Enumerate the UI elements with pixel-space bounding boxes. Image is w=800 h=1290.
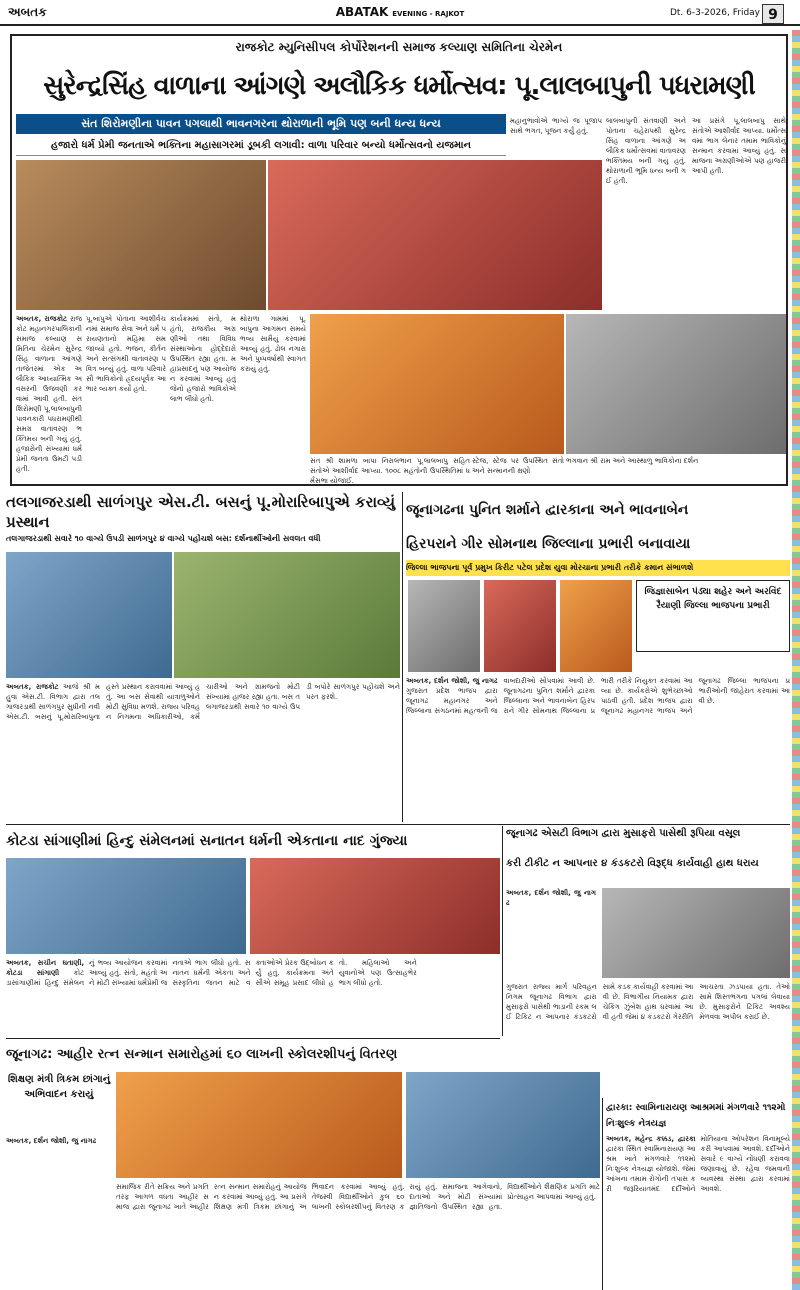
- masthead-center: [300, 5, 500, 21]
- story-bus-dateline: અબતક, રાજકોટ: [6, 683, 59, 691]
- story-bjp-headline-2: હિરપરાને ગીર સોમનાથ જિલ્લાના પ્રભારી બનાવાયા: [406, 536, 691, 552]
- story-st-intro: [506, 888, 596, 988]
- story-eye-body-box: [606, 1134, 790, 1290]
- story-bus-photo-crowd: [174, 552, 400, 678]
- lead-body-3: કાર્યક્રમમાં સંતો, મહંતો, રાજકીય અગ્રણીઓ તથા વિવિધ સંસ્થાઓના હોદ્દેદારો ઉપસ્થિત રહ્યા હતા. મહાપ્રસાદનું પણ આયોજન કરવામાં આવ્યું હતું જેનો હજારો ભાવિકોએ લાભ લીધો હતો.: [170, 315, 236, 403]
- story-eye-body: દ્વારકા સ્થિત સ્વામિનારાયણ આશ્રમ ખાતે મંગળવારે ૧૧૨મો નિઃશુલ્ક નેત્રયજ્ઞ યોજાશે. જેમાં આંખના તમામ રોગોની તપાસ કરી જરૂરિયાતમંદ દર્દીઓને મોતિયાના ઓપરેશન વિનામૂલ્યે કરી આપવામાં આવશે. દર્દીઓને સવારે ૯ વાગ્યે નોંધણી કરાવવા જણાવાયું છે. રહેવા જમવાની વ્યવસ્થા સંસ્થા દ્વારા કરવામાં આવશે.: [606, 1135, 790, 1193]
- lead-caption-1: સ્ટેજ, સ્ટેજ પર ઉપસ્થિત સંતો અને સન્માનની ક્ષણો: [472, 457, 564, 475]
- lead-photo-procession: [16, 160, 266, 310]
- lead-deck-2: હજારો ધર્મ પ્રેમી જનતાએ ભક્તિના મહાસાગરમાં ડૂબકી લગાવી: વાળા પરિવાર બન્યો ધર્મોત્સવનો યજમાન: [16, 136, 506, 156]
- story-sammelan-body: કોટડાસાંગાણીમાં હિન્દુ સંમેલનનું ભવ્ય આયોજન કરવામાં આવ્યું હતું. સંતો, મહંતો અને મોટી સંખ્યામાં ધર્મપ્રેમી જનતાએ ભાગ લીધો હતો. સનાતન ધર્મની એકતા અને સંસ્કૃતિના જતન માટે વક્તાઓએ પ્રેરક ઉદ્બોધન કર્યું હતું. કાર્યક્રમના અંતે સૌએ સમૂહ પ્રસાદ લીધો હતો. મહિલાઓ અને યુવાનોએ પણ ઉત્સાહભેર ભાગ લીધો હતો.: [6, 959, 417, 987]
- lead-body-col-1: [16, 314, 82, 484]
- story-bjp: [406, 492, 790, 822]
- masthead-date: Dt. 6-3-2026, Friday: [669, 8, 760, 18]
- story-bus-body-box: [6, 682, 400, 822]
- lead-photo-felicitation: [310, 314, 564, 454]
- divider-vertical-3: [602, 1098, 603, 1290]
- lead-deck-1: સંત શિરોમણીના પાવન પગલાથી ભાવનગરના થોરાળાની ભૂમિ પણ બની ધન્ય ધન્ય: [16, 114, 506, 134]
- story-bus: [6, 492, 400, 822]
- masthead-subtitle: EVENING - RAJKOT: [392, 10, 465, 18]
- story-st-headline-1: જૂનાગઢ એસટી વિભાગ દ્વારા મુસાફરો પાસેથી રૂપિયા વસૂલ: [506, 828, 741, 839]
- divider-horizontal-1: [6, 824, 790, 825]
- story-bjp-portrait-2: [484, 580, 556, 672]
- story-ahir-scholarship: [6, 1040, 600, 1290]
- story-st-dateline: અબતક, દર્શન જોશી, જુ નાગઢ: [506, 889, 596, 907]
- lead-photo-devotees: [566, 314, 786, 454]
- story-st-photo-depot: [602, 888, 790, 978]
- story-bjp-dateline: અબતક, દર્શન જોશી, જુ નાગઢ: [406, 677, 498, 685]
- story-bjp-box: જિજ્ઞાસાબેન પંડ્યા શહેર અને અરવિંદ રૈયાણી જિલ્લા ભાજપના પ્રભારી: [636, 580, 790, 652]
- masthead-logo: અબતક: [8, 5, 47, 19]
- lead-right-column-1: લાલબાપુની સંતવાણી અને પોતાના ચહેરાપથી સુરેન્દ્રસિંહ વાળાના આંગણે અલૌકિક ધર્મોત્સવમાં વાતાવરણ ભક્તિમય બની ગયું હતું. થોરાળાની ભૂમિ ધન્ય બની ગઈ હતી.: [606, 117, 686, 185]
- story-sammelan-photo-2: [250, 858, 500, 954]
- divider-vertical-2: [502, 826, 503, 1036]
- lead-body-1: રાજકોટ મહાનગરપાલિકાની સમાજ કલ્યાણ સમિતિના ચેરમેન સુરેન્દ્રસિંહ વાળાના આંગણે તાજેતરમાં એક અલૌકિક આધ્યાત્મિક અવસરની ઉજવણી કરવામાં આવી હતી. સંત શિરોમણી પૂ.લાલબાપુની પાવનકારી પધરામણીથી સમગ્ર વાતાવરણ ભક્તિમય બની ગયું હતું. હજારોની સંખ્યામાં ધર્મપ્રેમી જનતા ઉમટી પડી હતી.: [16, 315, 82, 473]
- story-sammelan-photo-1: [6, 858, 246, 954]
- story-bus-headline: તલગાજરડાથી સાળંગપુર એસ.ટી. બસનું પૂ.મોરારિબાપુએ કરાવ્યું પ્રસ્થાન: [6, 493, 396, 531]
- story-sammelan-dateline: અબતક, સચીન ઘતાણી, કોટડા સાંગાણી: [6, 959, 85, 977]
- lead-caption-2: ભગવાન શ્રી રામ અને આસ્થાળુ ભાવિકોના દર્શન: [566, 457, 699, 465]
- story-st-body: ગુજરાત રાજ્ય માર્ગ પરિવહન નિગમ જૂનાગઢ વિભાગ દ્વારા મુસાફરો પાસેથી ભાડાની રકમ લઈ ટિકિટ ન આપનાર કંડકટરો સામે કડક કાર્યવાહી કરવામાં આવી છે. વિભાગીય નિયામક દ્વારા ચેકિંગ ઝુંબેશ હાથ ધરવામાં આવી હતી જેમાં ૪ કંડકટરો ગેરરીતિ આચરતા ઝડપાયા હતા. તેઓ સામે શિસ્તભંગના પગલાં લેવાયા છે. મુસાફરોને ટિકિટ અવશ્ય મેળવવા અપીલ કરાઈ છે.: [506, 983, 790, 1021]
- story-bjp-body: ગુજરાત પ્રદેશ ભાજપ દ્વારા જૂનાગઢ મહાનગર અને જિલ્લાના સંગઠનમાં મહત્વની જવાબદારીઓ સોંપવામાં આવી છે. જૂનાગઢના પુનિત શર્માને દ્વારકા જિલ્લાના અને ભાવનાબેન હિરપરાને ગીર સોમનાથ જિલ્લાના પ્રભારી તરીકે નિયુક્ત કરવામાં આવ્યા છે. કાર્યકરોએ શુભેચ્છાઓ પાઠવી હતી. પ્રદેશ ભાજપ દ્વારા જૂનાગઢ મહાનગર ભાજપ અને જૂનાગઢ જિલ્લા ભાજપના પ્રભારીઓની જાહેરાત કરવામાં આવી છે.: [406, 677, 790, 715]
- lead-headline: સુરેન્દ્રસિંહ વાળાના આંગણે અલૌકિક ધર્મોત્સવ: પૂ.લાલબાપુની પધરામણી: [43, 71, 755, 101]
- story-sammelan-headline: કોટડા સાંગાણીમાં હિન્દુ સંમેલનમાં સનાતન ધર્મની એકતાના નાદ ગુંજ્યા: [6, 833, 408, 849]
- story-bus-deck: તલગાજરડાથી સવારે ૧૦ વાગ્યે ઉપડી સાળંગપુર ૪ વાગ્યે પહોંચશે બસ: દર્શનાર્થીઓની સવલત વધી: [6, 534, 321, 543]
- page-number: 9: [762, 4, 784, 24]
- story-bjp-portrait-3: [560, 580, 632, 672]
- lead-photo-welcome: [268, 160, 602, 310]
- story-ahir-photo-audience: [406, 1072, 600, 1178]
- story-sammelan-body-box: [6, 958, 500, 1036]
- story-ahir-photo-stage: [116, 1072, 402, 1178]
- divider-horizontal-2: [6, 1038, 500, 1039]
- story-eye-headline: દ્વારકા: સ્વામિનારાયણ આશ્રમમાં મંગળવારે ૧૧૨મો નિઃશુલ્ક નેત્રયજ્ઞ: [606, 1103, 786, 1129]
- story-bus-body: આજે શ્રી મહુવા એસ.ટી. વિભાગ દ્વારા તલગાજરડાથી સાળંગપુર સુધીની નવી એસ.ટી. બસનું પૂ.મોરારિબાપુના હસ્તે પ્રસ્થાન કરાવવામાં આવ્યું હતું. આ બસ સેવાથી યાત્રાળુઓને મોટી સુવિધા મળશે. રાજ્ય પરિવહન નિગમના અધિકારીઓ, કર્મચારીઓ અને ગ્રામજનો મોટી સંખ્યામાં હાજર રહ્યા હતા. બસ તલગાજરડાથી સવારે ૧૦ વાગ્યે ઉપડી બપોરે સાળંગપુર પહોંચશે અને પરત ફરશે.: [6, 683, 400, 721]
- lead-right-column-2: આ પ્રસંગે પૂ.લાલબાપુ સાથે સંતોએ આશીર્વાદ આપ્યા. ધર્મોત્સવમાં ભાગ લેનાર તમામ ભાવિકોનું સન્માન કરવામાં આવ્યું હતું. સમાજના અગ્રણીઓએ પણ હાજરી આપી હતી.: [692, 117, 786, 175]
- story-eye-camp: [606, 1100, 790, 1290]
- divider-vertical-1: [402, 492, 403, 822]
- color-strip: [792, 30, 800, 1290]
- lead-kicker: રાજકોટ મ્યુનિસીપલ કોર્પોરેશનની સમાજ કલ્યાણ સમિતિના ચેરમેન: [235, 40, 563, 54]
- story-bjp-deck: જિલ્લા ભાજપના પૂર્વ પ્રમુખ કિરીટ પટેલ પ્રદેશ યુવા મોરચાના પ્રભારી તરીકે કમાન સંભાળશે: [406, 560, 790, 576]
- story-ahir-intro: [6, 1136, 112, 1290]
- masthead: [0, 0, 800, 26]
- masthead-title: ABATAK: [335, 5, 389, 19]
- lead-body-5: સંત શ્રી શામળા બાપા નિરાલંભાન પૂ.લાલબાપુ સહિત સંતોએ આશીર્વાદ આપ્યા. ૧૦૦૮ મહંતોની ઉપસ્થિતિમાં ધર્મસભા યોજાઈ.: [310, 457, 470, 484]
- story-eye-dateline: અબતક, મહેન્દ્ર કક્કડ, દ્વારકા: [606, 1135, 696, 1143]
- story-hindu-sammelan: [6, 826, 500, 1036]
- lead-story: [10, 34, 788, 486]
- lead-dateline: અબતક, રાજકોટ: [16, 315, 68, 323]
- lead-body-2: પૂ.બાપુએ પોતાના આશીર્વચનમાં સમાજ સેવા અને ધર્મ પરાયણતાનો મહિમા સમજાવ્યો હતો. ભજન, કીર્તન અને સત્સંગથી વાતાવરણ પવિત્ર બન્યું હતું. વાળા પરિવારે સૌ ભાવિકોનો હ્રદયપૂર્વક આભાર વ્યક્ત કર્યો હતો.: [86, 315, 166, 393]
- lead-mid-column: મહાનુભાવોએ ભાગ્યે જ પૂજાપ સાથે ભગત, પૂજન કર્યું હતું.: [510, 117, 602, 135]
- story-ahir-body: સમાજિક રીતે સક્રિય અને પ્રગતિ તરફ આગળ વધતા આહીર સમાજ દ્વારા જૂનાગઢ ખાતે આહીર રત્ન સન્માન સમારોહનું આયોજન કરવામાં આવ્યું હતું. આ પ્રસંગે શિક્ષણ મંત્રી ત્રિકમ છાંગાનું અભિવાદન કરવામાં આવ્યું હતું. તેજસ્વી વિદ્યાર્થીઓને કુલ ૬૦ લાખની સ્કોલરશીપનું વિતરણ કરાયું હતું. સમાજના આગેવાનો, દાતાઓ અને મોટી સંખ્યામાં જ્ઞાતિજનો ઉપસ્થિત રહ્યા હતા. વિદ્યાર્થીઓને શૈક્ષણિક પ્રગતિ માટે પ્રોત્સાહન આપવામાં આવ્યું હતું.: [116, 1183, 600, 1211]
- story-bus-photo-baapu: [6, 552, 172, 678]
- story-st-headline-2: કરી ટીકીટ ન આપનાર ૪ કંડકટરો વિરૂદ્ધ કાર્યવાહી હાથ ધરાય: [506, 858, 759, 869]
- story-ahir-side-head: શિક્ષણ મંત્રી ત્રિકમ છાંગાનું અભિવાદન કરાયું: [7, 1074, 111, 1100]
- story-bjp-body-box: [406, 676, 790, 822]
- lead-body-4: થોરાળા ગામમાં પૂ.બાપુના આગમન સમયે ભવ્ય સામૈયું કરવામાં આવ્યું હતું. ઢોલ નગારા અને પુષ્પવર્ષાથી સ્વાગત કરાયું હતું.: [240, 315, 306, 373]
- story-bjp-headline-1: જૂનાગઢના પુનિત શર્માને દ્વારકાના અને ભાવનાબેન: [406, 502, 689, 518]
- story-bjp-portrait-1: [408, 580, 480, 672]
- story-ahir-headline: જૂનાગઢ: આહીર રત્ન સન્માન સમારોહમાં ૬૦ લાખની સ્કોલરશીપનું વિતરણ: [6, 1047, 398, 1062]
- story-ahir-dateline: અબતક, દર્શન જોશી, જુ નાગઢ: [6, 1137, 97, 1145]
